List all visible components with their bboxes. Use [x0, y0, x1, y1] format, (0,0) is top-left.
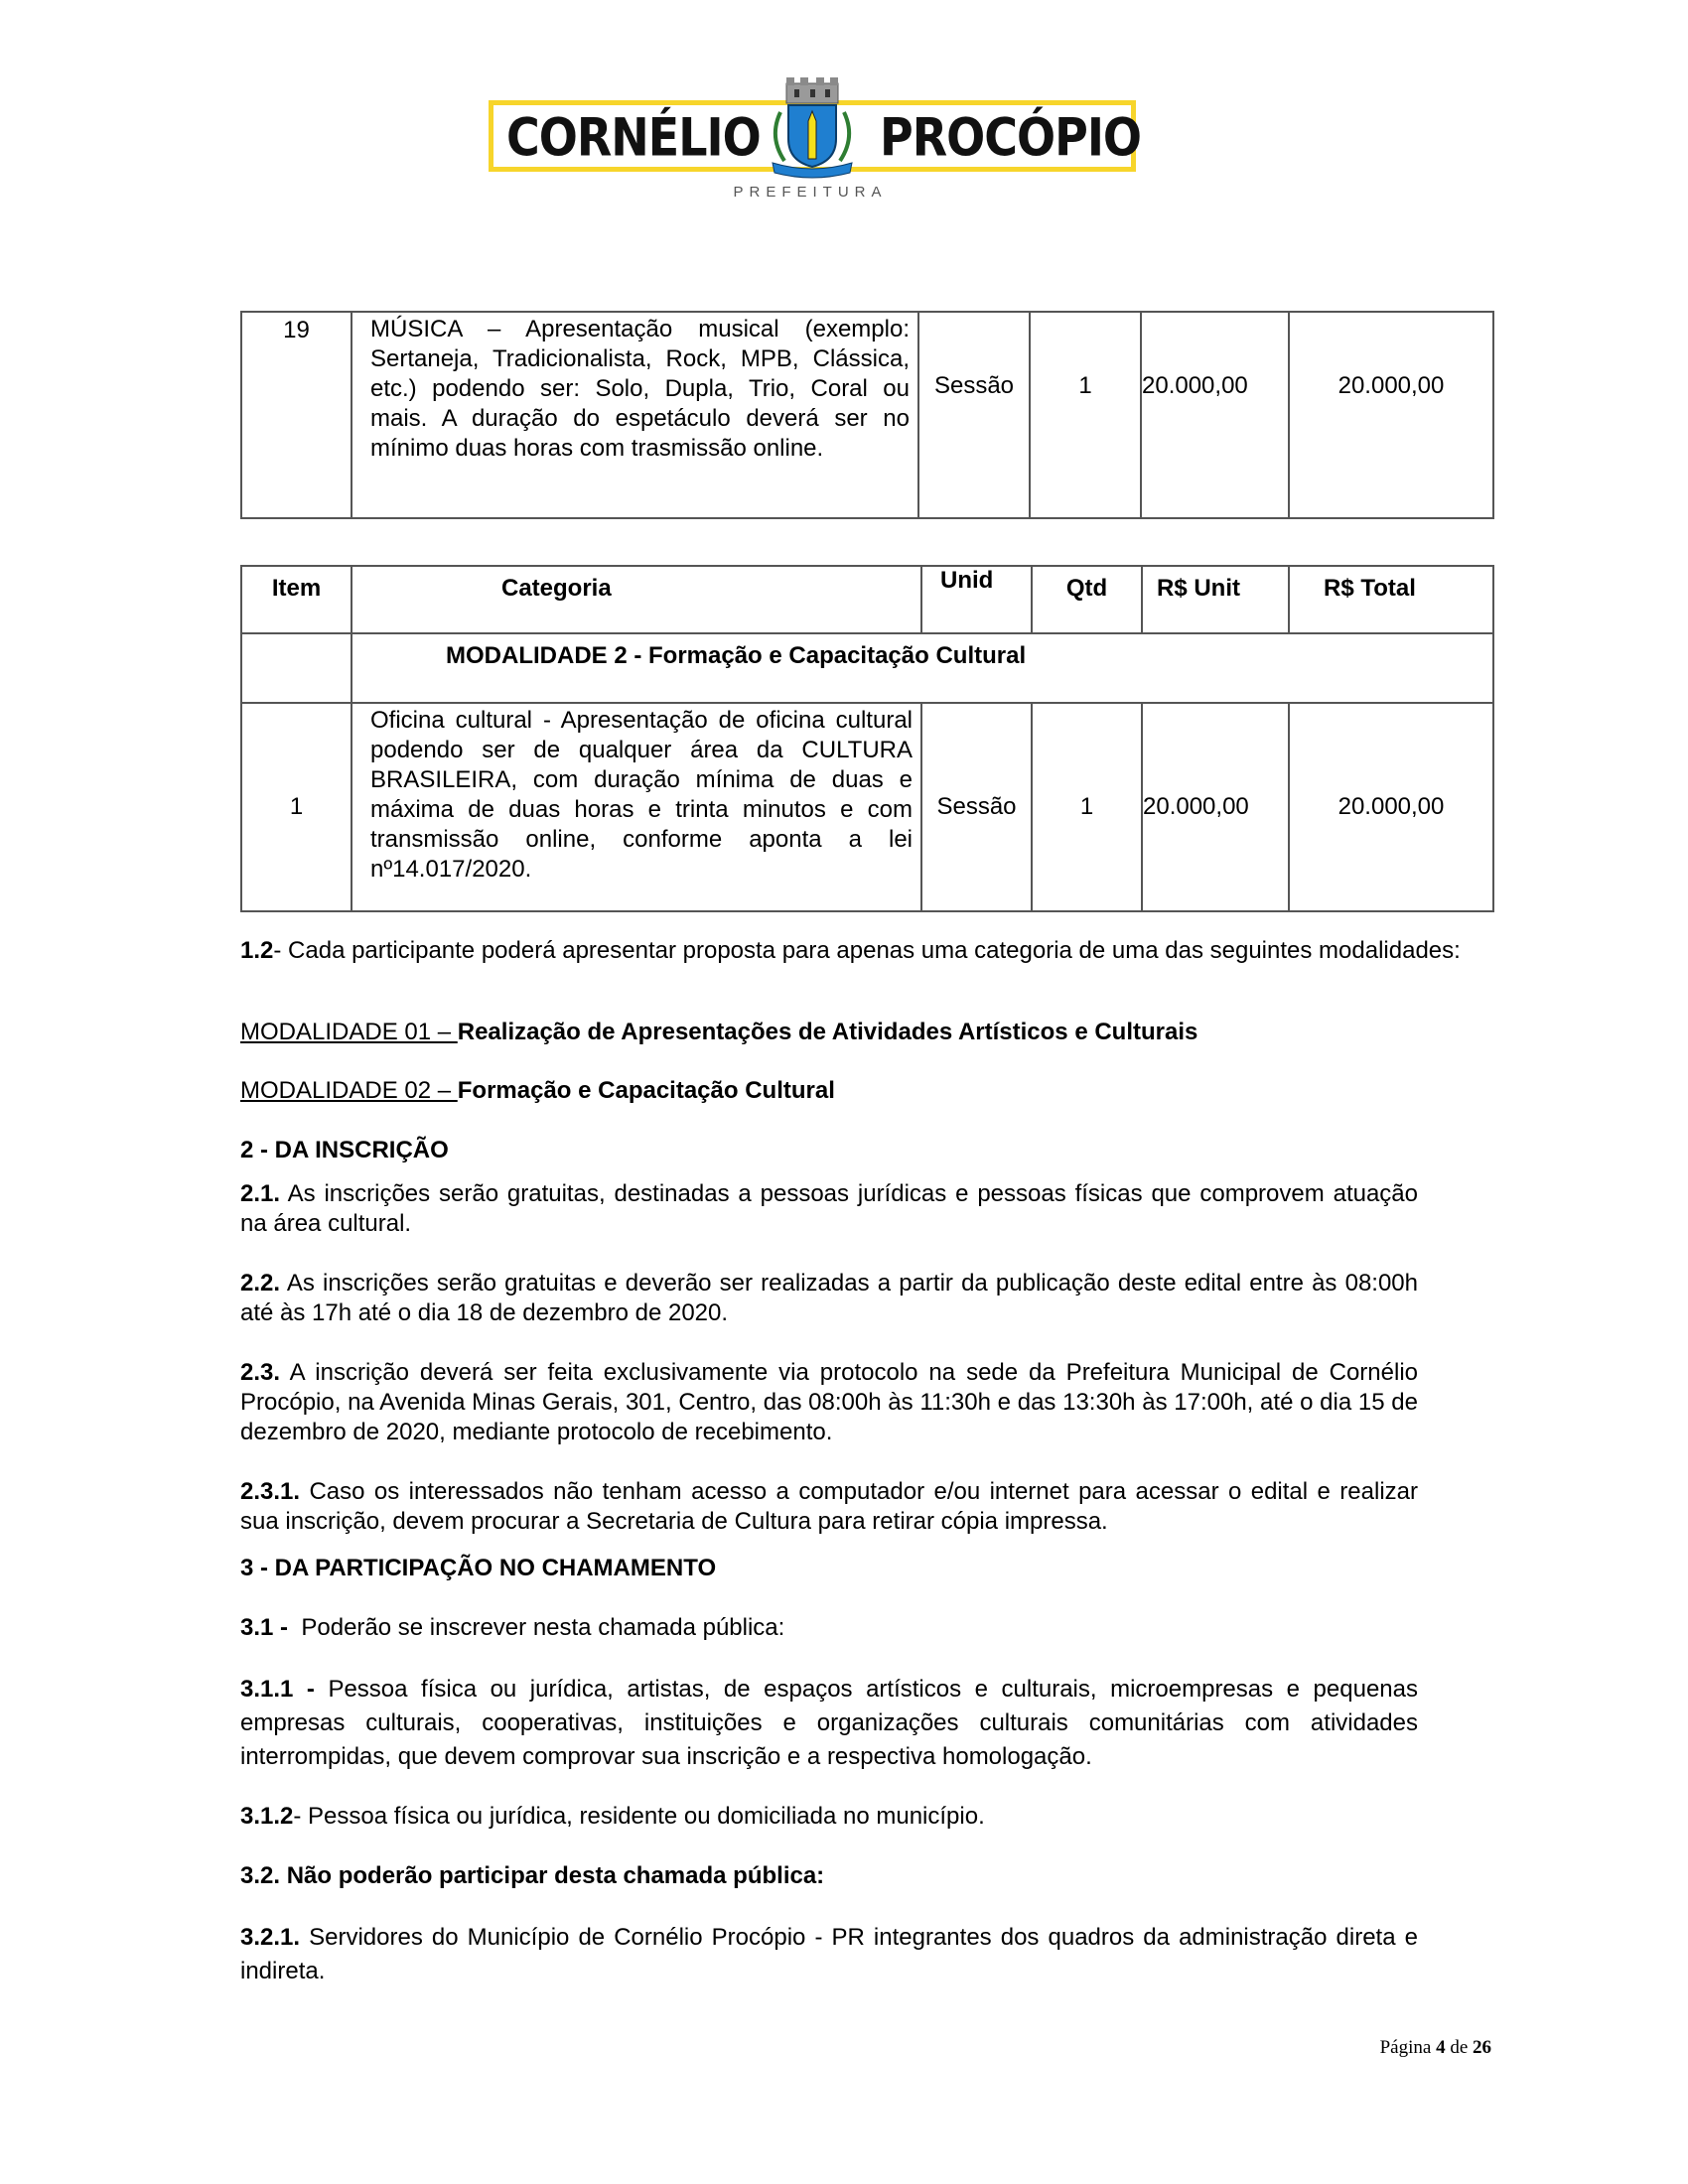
clause-number: 1.2: [240, 937, 274, 964]
item-total: 20.000,00: [1289, 703, 1493, 911]
item-unit: Sessão: [921, 703, 1032, 911]
page-total: 26: [1473, 2037, 1491, 2058]
item-number: 19: [241, 312, 352, 518]
clause-text: - Pessoa física ou jurídica, residente ou domiciliada no município.: [293, 1803, 985, 1830]
clause-text: Pessoa física ou jurídica, artistas, de espaços artísticos e culturais, microempresas e pequenas empresas culturais, cooperativas, instituições e organizações culturais comunitárias com atividades interrompidas, que devem comprovar sua inscrição e a respectiva homologação.: [240, 1676, 1418, 1770]
clause-text: - Cada participante poderá apresentar proposta para apenas uma categoria de uma das seguintes modalidades:: [273, 937, 1461, 964]
item-unit-price: 20.000,00: [1142, 703, 1289, 911]
item-number: 1: [241, 703, 352, 911]
col-header-qtd: Qtd: [1032, 566, 1142, 633]
paragraph-3-1-1: [240, 1673, 1418, 1774]
clause-number: 2.3.: [240, 1359, 281, 1386]
page-label: Página: [1379, 2037, 1437, 2058]
item-quantity: 1: [1030, 312, 1141, 518]
paragraph-2-3-1: [240, 1477, 1418, 1537]
item-unit-price: 20.000,00: [1141, 312, 1289, 518]
clause-text: As inscrições serão gratuitas e deverão ser realizadas a partir da publicação deste edital entre às 08:00h até às 17h até o dia 18 de dezembro de 2020.: [240, 1270, 1418, 1326]
items-table-continuation: [240, 311, 1494, 519]
paragraph-3-1: [240, 1613, 1418, 1643]
col-header-categoria: Categoria: [352, 566, 921, 633]
modalidade-02-title: Formação e Capacitação Cultural: [457, 1077, 835, 1104]
table-header-row: [241, 566, 1493, 633]
item-category: Oficina cultural - Apresentação de oficina cultural podendo ser de qualquer área da CULTURA BRASILEIRA, com duração mínima de duas e máxima de duas horas e trinta minutos e com transmissão online, conforme aponta a lei nº14.017/2020.: [352, 703, 921, 911]
clause-number: 3.1.1 -: [240, 1676, 315, 1703]
page-separator: de: [1445, 2037, 1473, 2058]
modalidade-01-title: Realização de Apresentações de Atividades Artísticos e Culturais: [457, 1019, 1198, 1045]
clause-number: 3.1 -: [240, 1614, 289, 1641]
item-category: MÚSICA – Apresentação musical (exemplo: Sertaneja, Tradicionalista, Rock, MPB, Clássica, etc.) podendo ser: Solo, Dupla, Trio, Coral ou mais. A duração do espetáculo deverá ser no mínimo duas horas com trasmissão online.: [352, 312, 918, 518]
page-number: [1360, 2037, 1491, 2059]
item-quantity: 1: [1032, 703, 1142, 911]
section-3-heading: 3 - DA PARTICIPAÇÃO NO CHAMAMENTO: [240, 1555, 717, 1581]
item-unit: Sessão: [918, 312, 1030, 518]
coat-of-arms-icon: [751, 77, 874, 187]
clause-number: 3.2.1.: [240, 1924, 301, 1951]
section-title: MODALIDADE 2 - Formação e Capacitação Cultural: [352, 633, 1493, 703]
logo-subtitle: PREFEITURA: [733, 184, 888, 201]
col-header-item: Item: [241, 566, 352, 633]
logo-word-cornelio: CORNÉLIO: [506, 106, 761, 169]
logo-word-procopio: PROCÓPIO: [880, 106, 1142, 169]
clause-text: Caso os interessados não tenham acesso a computador e/ou internet para acessar o edital e realizar sua inscrição, devem procurar a Secretaria de Cultura para retirar cópia impressa.: [240, 1478, 1418, 1535]
section-row-blank: [241, 633, 352, 703]
clause-number: 2.1.: [240, 1180, 281, 1207]
paragraph-2-1: [240, 1179, 1418, 1239]
clause-text: Servidores do Município de Cornélio Procópio - PR integrantes dos quadros da administração direta e indireta.: [240, 1924, 1418, 1984]
clause-number: 2.2.: [240, 1270, 281, 1297]
item-total: 20.000,00: [1289, 312, 1493, 518]
clause-text: A inscrição deverá ser feita exclusivamente via protocolo na sede da Prefeitura Municipal de Cornélio Procópio, na Avenida Minas Gerais, 301, Centro, das 08:00h às 11:30h e das 13:30h às 17:00h, até o dia 15 de dezembro de 2020, mediante protocolo de recebimento.: [240, 1359, 1418, 1445]
col-header-total: R$ Total: [1289, 566, 1493, 633]
page-current: 4: [1436, 2037, 1446, 2058]
clause-number: 2.3.1.: [240, 1478, 301, 1505]
modalidade-01-line: [240, 1018, 1493, 1047]
col-header-unid: Unid: [921, 566, 1032, 633]
clause-text: As inscrições serão gratuitas, destinadas a pessoas jurídicas e pessoas físicas que comprovem atuação na área cultural.: [240, 1180, 1418, 1237]
clause-text: Poderão se inscrever nesta chamada pública:: [288, 1614, 785, 1641]
section-2-heading: 2 - DA INSCRIÇÃO: [240, 1137, 449, 1163]
modalidade-01-label: MODALIDADE 01 –: [240, 1019, 458, 1045]
paragraph-3-2-heading: 3.2. Não poderão participar desta chamada pública:: [240, 1862, 825, 1889]
table-row: [241, 312, 1493, 518]
modalidade-02-line: [240, 1076, 1493, 1106]
table-row: [241, 703, 1493, 911]
paragraph-3-1-2: [240, 1802, 1418, 1832]
paragraph-1-2: [240, 936, 1493, 966]
modalidade-02-label: MODALIDADE 02 –: [240, 1077, 458, 1104]
paragraph-2-2: [240, 1269, 1418, 1328]
col-header-unit-price: R$ Unit: [1142, 566, 1289, 633]
paragraph-3-2-1: [240, 1921, 1418, 1988]
clause-number: 3.1.2: [240, 1803, 294, 1830]
prefeitura-logo: [485, 77, 1142, 206]
items-table-modalidade-2: [240, 565, 1494, 912]
section-row: [241, 633, 1493, 703]
paragraph-2-3: [240, 1358, 1418, 1447]
